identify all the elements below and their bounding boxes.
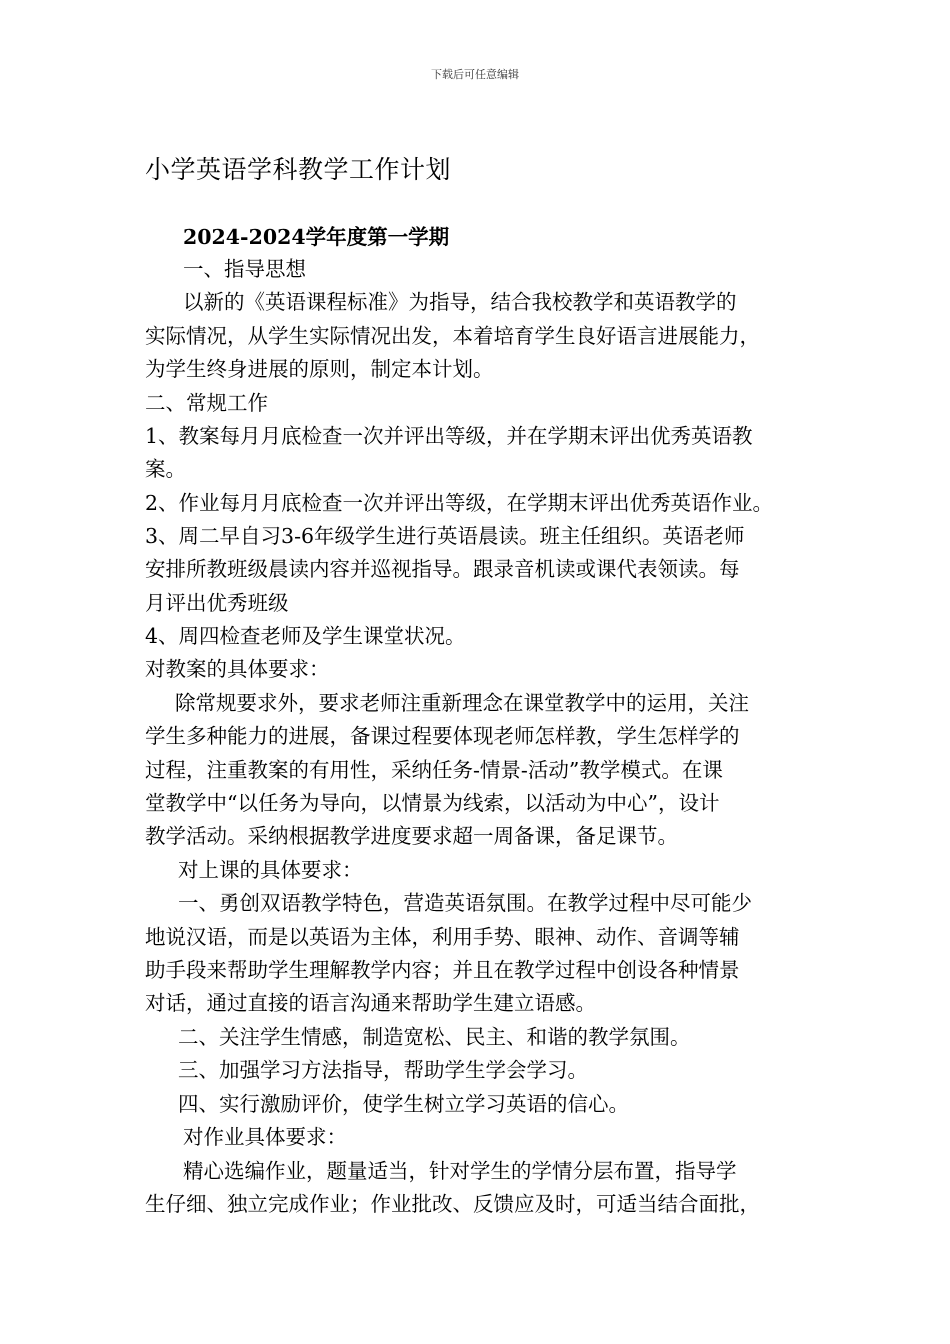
paragraph-line: 对话，通过直接的语言沟通来帮助学生建立语感。 [145, 991, 596, 1015]
paragraph-line: 堂教学中“以任务为导向，以情景为线索，以活动为中心”，设计 [145, 791, 720, 815]
list-item-line: 1、教案每月月底检查一次并评出等级，并在学期末评出优秀英语教 [145, 424, 753, 448]
section-heading-routine-work: 二、常规工作 [145, 391, 268, 415]
document-title: 小学英语学科教学工作计划 [145, 155, 452, 184]
paragraph-line: 一、勇创双语教学特色，营造英语氛围。在教学过程中尽可能少 [178, 891, 752, 915]
list-item-line: 2、作业每月月底检查一次并评出等级，在学期末评出优秀英语作业。 [145, 491, 774, 515]
semester-heading: 2024-2024学年度第一学期 [183, 225, 450, 249]
paragraph-line: 生仔细、独立完成作业；作业批改、反馈应及时，可适当结合面批， [145, 1192, 760, 1216]
paragraph-line: 精心选编作业，题量适当，针对学生的学情分层布置，指导学 [183, 1159, 737, 1183]
subheading-class-requirements: 对上课的具体要求： [178, 858, 363, 882]
subheading-lesson-plan-requirements: 对教案的具体要求： [145, 657, 330, 681]
paragraph-line: 过程，注重教案的有用性，采纳任务-情景-活动”教学模式。在课 [145, 758, 723, 782]
paragraph-line: 以新的《英语课程标准》为指导，结合我校教学和英语教学的 [183, 290, 737, 314]
list-item-line: 安排所教班级晨读内容并巡视指导。跟录音机读或课代表领读。每 [145, 557, 740, 581]
list-item-line: 案。 [145, 457, 186, 481]
paragraph-line: 教学活动。采纳根据教学进度要求超一周备课，备足课节。 [145, 824, 678, 848]
list-item-line: 月评出优秀班级 [145, 591, 289, 615]
list-item-line: 4、周四检查老师及学生课堂状况。 [145, 624, 466, 648]
paragraph-line: 实际情况，从学生实际情况出发，本着培育学生良好语言进展能力， [145, 324, 760, 348]
list-item-line: 3、周二早自习3-6年级学生进行英语晨读。班主任组织。英语老师 [145, 524, 745, 548]
paragraph-line: 学生多种能力的进展，备课过程要体现老师怎样教，学生怎样学的 [145, 724, 740, 748]
paragraph-line: 除常规要求外，要求老师注重新理念在课堂教学中的运用，关注 [175, 691, 749, 715]
section-heading-guiding-ideology: 一、指导思想 [183, 257, 306, 281]
paragraph-line: 三、加强学习方法指导，帮助学生学会学习。 [178, 1058, 588, 1082]
subheading-homework-requirements: 对作业具体要求： [183, 1125, 347, 1149]
paragraph-line: 地说汉语，而是以英语为主体，利用手势、眼神、动作、音调等辅 [145, 925, 740, 949]
paragraph-line: 二、关注学生情感，制造宽松、民主、和谐的教学氛围。 [178, 1025, 691, 1049]
paragraph-line: 为学生终身进展的原则，制定本计划。 [145, 357, 494, 381]
page-header-note: 下载后可任意编辑 [431, 68, 519, 81]
paragraph-line: 助手段来帮助学生理解教学内容；并且在教学过程中创设各种情景 [145, 958, 740, 982]
paragraph-line: 四、实行激励评价，使学生树立学习英语的信心。 [178, 1092, 629, 1116]
